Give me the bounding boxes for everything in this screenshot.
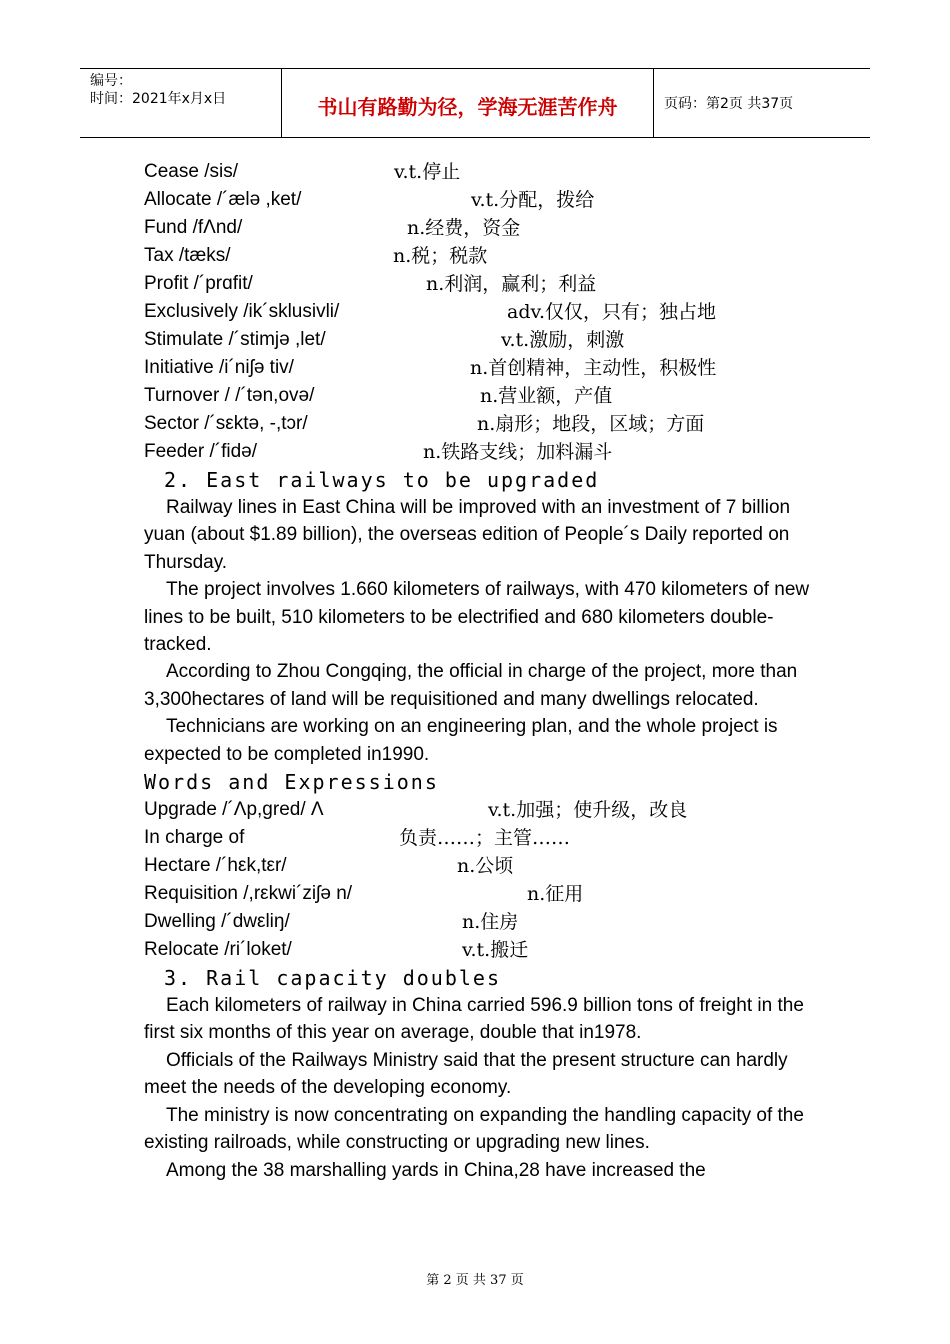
vocab-term: Hectare /´hεk,tεr/ — [144, 855, 287, 877]
vocab-term: Stimulate /´stimjə ,let/ — [144, 329, 326, 350]
vocab-row — [144, 158, 824, 186]
vocab-definition: n.营业额，产值 — [480, 385, 613, 407]
vocab-list-1 — [144, 158, 824, 466]
vocab-term: In charge of — [144, 827, 245, 849]
paragraph: The project involves 1.660 kilometers of railways, with 470 kilometers of new lines to be built, 510 kilometers to be electrified and 680 kilometers double-tracked. — [144, 579, 810, 656]
header-motto-cell — [282, 69, 654, 137]
page-info: 页码：第2页 共37页 — [664, 96, 794, 112]
vocab-term: Requisition /,rεkwi´ziʃə n/ — [144, 883, 353, 905]
vocab-definition: v.t.加强；使升级，改良 — [488, 799, 688, 822]
paragraph: Technicians are working on an engineering plan, and the whole project is expected to be completed in1990. — [144, 716, 778, 765]
vocab-term: Profit /´prɑfit/ — [144, 273, 253, 294]
vocab-definition: n.住房 — [462, 911, 519, 934]
number-label: 编号： — [90, 73, 132, 89]
vocab-definition: v.t.搬迁 — [462, 939, 529, 962]
vocab-row — [144, 410, 824, 438]
vocab-definition: n.公顷 — [457, 855, 514, 878]
page-footer: 第 2 页 共 37 页 — [426, 1273, 524, 1288]
vocab-term: Allocate /´ælə ,ket/ — [144, 189, 302, 210]
words-expressions-heading: Words and Expressions — [144, 770, 439, 795]
vocab-row — [144, 354, 824, 382]
vocab-row — [144, 326, 824, 354]
vocab-row — [144, 242, 824, 270]
header-page-cell — [654, 69, 870, 137]
paragraph: Each kilometers of railway in China carried 596.9 billion tons of freight in the first six months of this year on average, double that in1978. — [144, 995, 804, 1044]
paragraph: Among the 38 marshalling yards in China,28 have increased the — [166, 1159, 706, 1181]
vocab-row — [144, 382, 824, 410]
section-3-heading: 3. Rail capacity doubles — [164, 966, 501, 991]
vocab-term: Exclusively /ik´sklusivli/ — [144, 301, 340, 322]
vocab-term: Fund /fΛnd/ — [144, 217, 243, 238]
vocab-row — [144, 214, 824, 242]
vocab-term: Cease /sis/ — [144, 161, 238, 182]
document-body — [144, 158, 824, 1184]
vocab-definition: v.t.分配，拨给 — [471, 189, 595, 211]
vocab-definition: v.t.停止 — [394, 161, 461, 183]
paragraph: According to Zhou Congqing, the official in charge of the project, more than 3,300hectares of land will be requisitioned and many dwellings relocated. — [144, 661, 798, 710]
vocab-term: Feeder /´fidə/ — [144, 441, 257, 462]
vocab-term: Sector /´sεktə, -,tɔr/ — [144, 413, 308, 434]
vocab-definition: adv.仅仅，只有；独占地 — [507, 301, 717, 323]
vocab-row — [144, 880, 824, 908]
section-2-heading: 2. East railways to be upgraded — [164, 468, 600, 492]
vocab-definition: n.首创精神，主动性，积极性 — [470, 357, 717, 379]
document-header — [80, 68, 870, 138]
paragraph: Railway lines in East China will be improved with an investment of 7 billion yuan (about $1.89 billion), the overseas edition of People´s Daily reported on Thursday. — [144, 497, 791, 573]
vocab-definition: n.扇形；地段，区域；方面 — [477, 413, 705, 435]
vocab-row — [144, 438, 824, 466]
vocab-term: Relocate /ri´loket/ — [144, 939, 292, 961]
vocab-row — [144, 298, 824, 326]
time-label: 时间：2021年x月x日 — [90, 91, 227, 107]
vocab-row — [144, 908, 824, 936]
vocab-list-2 — [144, 796, 824, 964]
paragraph: The ministry is now concentrating on expanding the handling capacity of the existing railroads, while constructing or upgrading new lines. — [144, 1104, 804, 1154]
vocab-term: Dwelling /´dwεliŋ/ — [144, 911, 290, 933]
vocab-definition: n.征用 — [527, 883, 584, 906]
vocab-term: Turnover / /´tən,ovə/ — [144, 385, 315, 406]
vocab-definition: n.铁路支线；加料漏斗 — [423, 441, 613, 463]
vocab-row — [144, 270, 824, 298]
vocab-term: Upgrade /´Λp,gred/ Λ — [144, 799, 324, 821]
vocab-definition: v.t.激励，刺激 — [501, 329, 625, 351]
motto: 书山有路勤为径，学海无涯苦作舟 — [317, 94, 618, 119]
vocab-term: Tax /tæks/ — [144, 245, 231, 266]
vocab-definition: 负责……；主管…… — [399, 827, 571, 850]
paragraph: Officials of the Railways Ministry said that the present structure can hardly meet the needs of the developing economy. — [144, 1049, 788, 1099]
vocab-row — [144, 852, 824, 880]
vocab-definition: n.经费，资金 — [407, 217, 521, 239]
vocab-definition: n.利润，赢利；利益 — [426, 273, 597, 295]
vocab-row — [144, 936, 824, 964]
vocab-row — [144, 186, 824, 214]
vocab-row — [144, 796, 824, 824]
vocab-term: Initiative /i´niʃə tiv/ — [144, 357, 294, 378]
vocab-definition: n.税；税款 — [393, 245, 488, 267]
vocab-row — [144, 824, 824, 852]
header-left-cell — [80, 69, 282, 137]
